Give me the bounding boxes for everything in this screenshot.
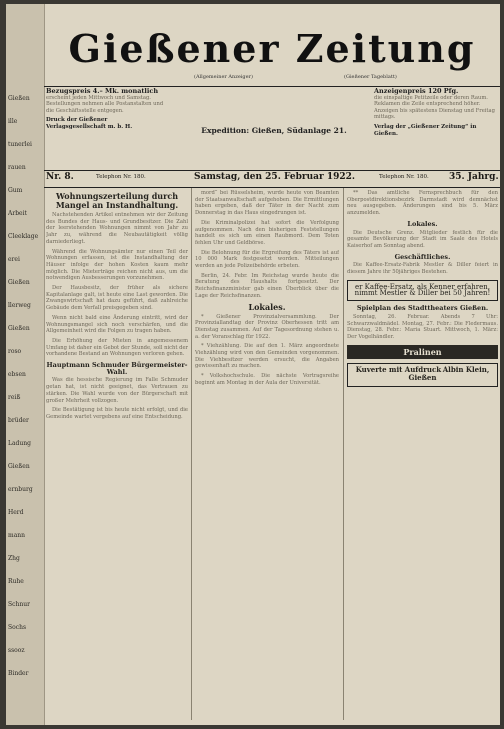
fold-text-line: Sochs [8, 624, 27, 631]
expedition-address: Expedition: Gießen, Südanlage 21. [201, 126, 347, 135]
coffee-ad-text: er Kaffee-Ersatz, als Kenner erfahren, nimmt Mestler & Diller bei 50 Jahren! [354, 282, 491, 298]
fold-text-line: roso [8, 348, 22, 355]
phone-right: Telephon Nr. 180. [379, 174, 429, 180]
column-right: ** Das amtliche Fernsprechbuch für den Oberpostdirektionsbezirk Darmstadt wird demnächst neu ausgegeben. Änderungen sind bis 5. März anzumelden. Lokales. Die Deutsche Grenz. Mitglieder festlich für die gesamte Bevölkerung der Stadt im Saale des Hotels Kaiserhof am Sonntag abend. Geschäftliches. Die Kaffee-Ersatz-Fabrik Mestler & Diller feiert in diesem Jahre ihr 50jähriges Bestehen. er Kaffee-Ersatz, als Kenner erfahren, nimmt Mestler & Diller bei 50 Jahren! Spielplan des Stadttheaters Gießen. Sonntag, 26. Februar. Abends 7 Uhr: Schwarzwaldmädel. Montag, 27. Febr.: Die Fledermaus. Dienstag, 28. Febr.: Maria Stuart. Mittwoch, 1. März: Der Vogelhändler. Pralinen Kuverte mit Aufdruck Albin Klein, Gießen [347, 190, 498, 722]
fold-text-line: Arbeit [8, 210, 27, 217]
fold-text-line: reiß [8, 394, 21, 401]
fold-text-line: ssooz [8, 647, 25, 654]
masthead-subtitle-right: (Gießener Tageblatt) [344, 74, 397, 80]
fold-text-line: tunerlei [8, 141, 32, 148]
kuverte-ad-text: Kuverte mit Aufdruck [355, 365, 442, 375]
publisher-line: Verlag der „Gießener Zeitung“ in Gießen. [374, 123, 477, 137]
subscription-price: Bezugspreis 4.– Mk. monatlich [46, 87, 159, 95]
fold-text-line: Gießen [8, 95, 30, 102]
volume-year: 35. Jahrg. [449, 172, 499, 182]
fold-text-line: Ruhe [8, 578, 24, 585]
printer-line: Druck der Gießener Verlagsgesellschaft m. b. H. [46, 117, 133, 130]
fold-text-line: Gießen [8, 325, 30, 332]
dateline-rule [44, 187, 500, 188]
kuverte-ad-firm: Albin Klein, Gießen [408, 365, 490, 383]
newspaper-title: Gießener Zeitung [68, 26, 476, 71]
issue-number: Nr. 8. [46, 172, 74, 182]
advertising-price: Anzeigenpreis 120 Pfg. [374, 87, 459, 95]
fold-text-line: Zhg [8, 555, 20, 562]
front-sheet [44, 4, 500, 725]
pralinen-ad-text: Pralinen [403, 346, 442, 357]
pralinen-advertisement [347, 345, 498, 360]
phone-left: Telephon Nr. 180. [96, 174, 146, 180]
column-middle: mord“ bei Rüsselsheim, wurde heute von Beamten der Staatsanwaltschaft aufgehoben. Die Ermittlungen haben ergeben, daß der Täter in der Nacht zum Donnerstag in das Haus eingedrungen ist. Die Kriminalpolizei hat sofort die Verfolgung aufgenommen. Nach den bisherigen Feststellungen handelt es sich um einen Raubmord. Dem Toten fehlen Uhr und Geldbörse. Die Belohnung für die Ergreifung des Täters ist auf 10 000 Mark festgesetzt worden. Mitteilungen werden an jede Polizeibehörde erbeten. Berlin, 24. Febr. Im Reichstag wurde heute die Beratung des Haushalts fortgesetzt. Der Reichsfinanzminister gab einen Überblick über die Lage der Reichsfinanzen. Lokales. * Gießener Provinzialversammlung. Der Provinziallandtag der Provinz Oberhessen tritt am Dienstag zusammen. Auf der Tagesordnung stehen u. a. der Voranschlag für 1922. * Viehzählung. Die auf den 1. März angeordnete Viehzählung wird von den Gemeinden vorgenommen. Die Viehbesitzer werden ersucht, die Angaben gewissenhaft zu machen. * Volkshochschule. Die nächste Vortragsreihe beginnt am Montag in der Aula der Universität. [195, 190, 339, 386]
article-headline-animals: Lokales. [407, 219, 438, 228]
column-separator-1 [191, 188, 192, 720]
adjacent-page-fold [6, 4, 45, 725]
fold-text-line: Gießen [8, 463, 30, 470]
fold-text-line: Gum [8, 187, 23, 194]
fold-text-line: rauen [8, 164, 26, 171]
kuverte-advertisement [347, 363, 498, 386]
column-left: Wohnungszerteilung durch Mangel an Instandhaltung. Nachstehenden Artikel entnehmen wir der Zeitung des Bundes der Haus- und Grundbesitzer. Die Zahl der leerstehenden Wohnungen nimmt von Jahr zu Jahr zu, während die Neubautätigkeit völlig darniederliegt. Während die Wohnungsämter nur einen Teil der Wohnungen erfassen, ist die Instandhaltung der Häuser infolge der hohen Kosten kaum mehr möglich. Die Mieterträge reichen nicht aus, um die notwendigen Ausbesserungen vorzunehmen. Der Hausbesitz, der früher als sichere Kapitalanlage galt, ist heute eine Last geworden. Die Zwangswirtschaft hat dazu geführt, daß zahlreiche Gebäude dem Verfall preisgegeben sind. Wenn nicht bald eine Änderung eintritt, wird der Wohnungsmangel sich noch verschärfen, und die Allgemeinheit wird die Folgen zu tragen haben. Die Erhöhung der Mieten in angemessenem Umfang ist daher ein Gebot der Stunde, soll nicht der vorhandene Bestand an Wohnungen verloren gehen. Hauptmann Schmuder Bürgermeister-Wahl. Was die hessische Regierung im Falle Schmuder getan hat, ist nicht geeignet, das Vertrauen zu stärken. Die Wahl wurde von der Bürgerschaft mit großer Mehrheit vollzogen. Die Bestätigung ist bis heute nicht erfolgt, und die Gemeinde wartet vergebens auf eine Entscheidung. [46, 191, 188, 420]
article-headline-business: Geschäftliches. [394, 252, 451, 261]
article-headline-election: Hauptmann Schmuder Bürgermeister-Wahl. [46, 361, 188, 376]
article-headline-local: Lokales. [248, 301, 286, 312]
fold-text-line: ille [8, 118, 18, 125]
fold-text-line: brüder [8, 417, 29, 424]
fold-text-line: Ladung [8, 440, 31, 447]
coffee-advertisement [347, 280, 498, 301]
fold-text-line: Gießen [8, 279, 30, 286]
fold-text-line: Cleeklage [8, 233, 39, 240]
fold-text-line: Binder [8, 670, 29, 677]
dateline [44, 172, 500, 186]
issue-date: Samstag, den 25. Februar 1922. [194, 172, 356, 182]
fold-text-line: llerweg [8, 302, 31, 309]
fold-text-line: mann [8, 532, 25, 539]
article-headline-housing: Wohnungszerteilung durch Mangel an Instandhaltung. [55, 191, 179, 210]
column-separator-2 [343, 188, 344, 720]
fold-text-line: ebsen [8, 371, 26, 378]
fold-text-line: Herd [8, 509, 24, 516]
fold-text-line: ernburg [8, 486, 33, 493]
subscription-header: Bezugspreis 4.– Mk. monatlich erscheint jeden Mittwoch und Samstag. Bestellungen nehmen alle Postanstalten und die Geschäftsstelle entgegen. Druck der Gießener Verlagsgesellschaft m. b. H. Expedition: Gießen, Südanlage 21. Anzeigenpreis 120 Pfg. die einspaltige Petitzeile oder deren Raum. Reklamen die Zeile entsprechend höher. Anzeigen bis spätestens Dienstag und Freitag mittags. Verlag der „Gießener Zeitung“ in Gießen. [44, 88, 500, 168]
header-rule-bottom [44, 170, 500, 171]
fold-text-line: erei [8, 256, 20, 263]
fold-text-line: Schnur [8, 601, 30, 608]
masthead [44, 26, 500, 84]
newspaper-page [6, 4, 500, 725]
masthead-subtitle-left: (Allgemeiner Anzeiger) [194, 74, 253, 80]
article-headline-theater: Spielplan des Stadttheaters Gießen. [356, 304, 489, 313]
